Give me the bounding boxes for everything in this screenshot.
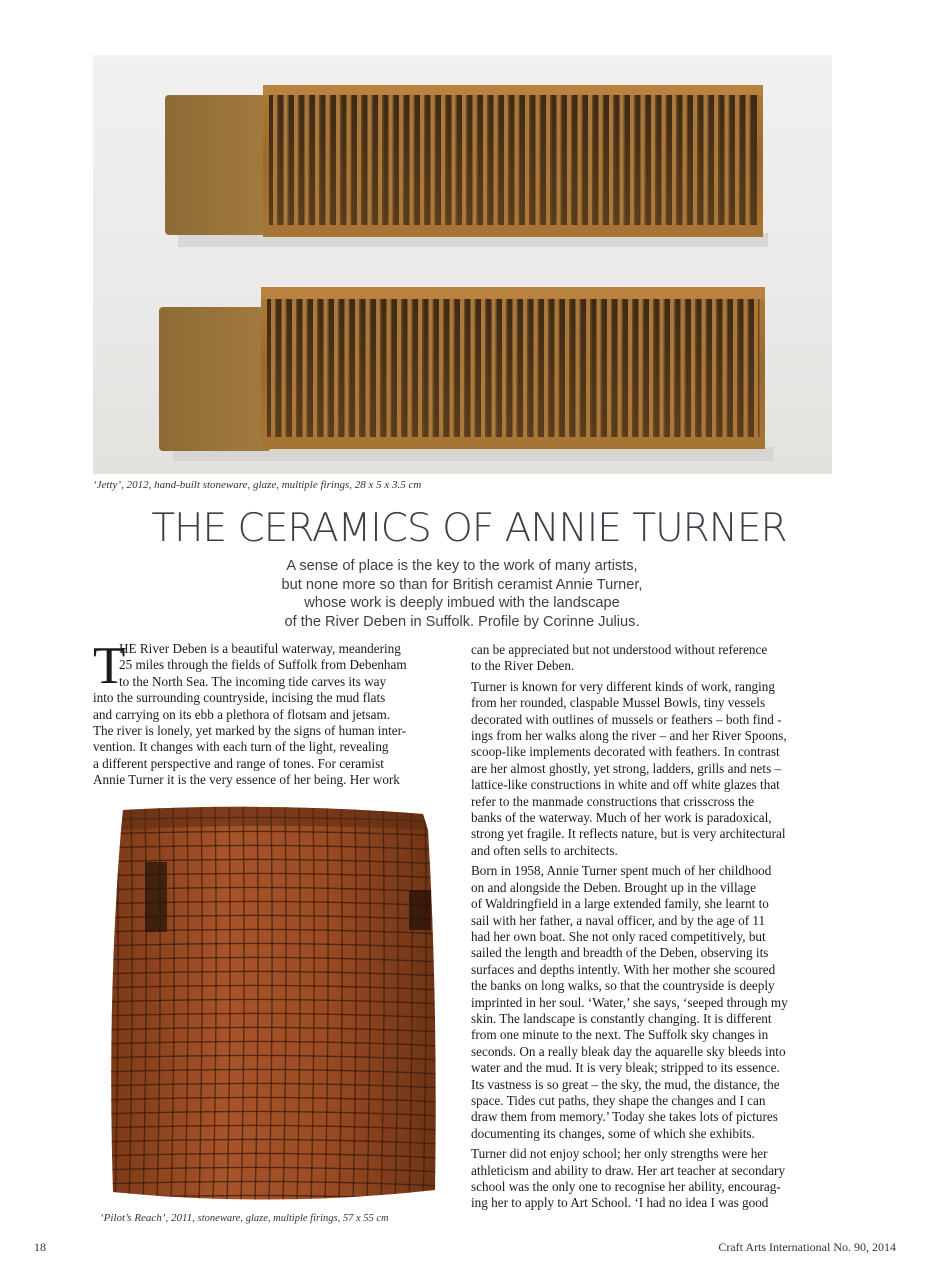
- text-line: school was the only one to recognise her ability, encourag-: [471, 1179, 781, 1194]
- jetty-caption: ‘Jetty’, 2012, hand-built stoneware, glaze, multiple firings, 28 x 5 x 3.5 cm: [93, 479, 422, 491]
- text-line: of Waldringfield in a large extended family, she learnt to: [471, 896, 769, 912]
- text-line: to the North Sea. The incoming tide carves its way: [119, 673, 387, 689]
- text-line: Born in 1958, Annie Turner spent much of her childhood: [471, 863, 772, 879]
- text-line: from one minute to the next. The Suffolk sky changes in: [471, 1027, 769, 1043]
- text-line: Annie Turner it is the very essence of her being. Her work: [93, 772, 400, 788]
- jetty-upper-end-block: [165, 95, 273, 235]
- text-line: draw them from memory.’ Today she takes lots of pictures: [471, 1109, 778, 1125]
- text-line: decorated with outlines of mussels or feathers – both find -: [471, 711, 782, 727]
- right-column-text: [471, 642, 833, 1212]
- text-line: water and the mud. It is very bleak; stripped to its essence.: [471, 1060, 780, 1076]
- text-line: seconds. On a really bleak day the aquarelle sky bleeds into: [471, 1043, 786, 1059]
- standfirst-line: of the River Deben in Suffolk. Profile by Corinne Julius.: [284, 613, 640, 630]
- text-line: The river is lonely, yet marked by the signs of human inter-: [93, 723, 407, 739]
- text-line: lattice-like constructions in white and off white glazes that: [471, 777, 780, 793]
- article-title: THE CERAMICS OF ANNIE TURNER: [151, 506, 787, 551]
- standfirst-line: A sense of place is the key to the work of many artists,: [286, 558, 638, 574]
- text-line: imprinted in her soul. ‘Water,’ she says, ‘seeped through my: [471, 994, 788, 1010]
- text-line: 25 miles through the fields of Suffolk from Debenham: [119, 657, 407, 673]
- text-line: sailed the length and breadth of the Deben, observing its: [471, 945, 769, 961]
- text-line: refer to the manmade constructions that crisscross the: [471, 793, 755, 809]
- jetty-photo: [93, 55, 832, 474]
- jetty-sculpture-image: [93, 55, 832, 474]
- text-line: strong yet fragile. It reflects nature, but is very architectural: [471, 826, 786, 842]
- publication-info: Craft Arts International No. 90, 2014: [718, 1240, 896, 1254]
- text-line: and carrying on its ebb a plethora of flotsam and jetsam.: [93, 706, 390, 722]
- text-line: vention. It changes with each turn of the light, revealing: [93, 739, 389, 755]
- standfirst-line: but none more so than for British ceramist Annie Turner,: [281, 576, 643, 593]
- text-line: had her own boat. She not only raced competitively, but: [471, 928, 766, 944]
- text-line: the banks on long walks, so that the countryside is deeply: [471, 978, 775, 994]
- standfirst: [240, 557, 684, 631]
- text-line: ings from her walks along the river – and her River Spoons,: [471, 728, 787, 744]
- standfirst-line: whose work is deeply imbued with the landscape: [304, 595, 620, 612]
- drop-cap: T: [93, 637, 126, 695]
- text-line: a different perspective and range of tones. For ceramist: [93, 755, 384, 771]
- text-line: HE River Deben is a beautiful waterway, meandering: [119, 641, 401, 656]
- caption-title: ‘Pilot’s Reach’, 2011,: [100, 1212, 195, 1224]
- text-line: athleticism and ability to draw. Her art teacher at secondary: [471, 1162, 786, 1178]
- text-line: Turner is known for very different kinds of work, ranging: [471, 678, 775, 694]
- text-line: to the River Deben.: [471, 658, 575, 674]
- text-line: from her rounded, claspable Mussel Bowls, tiny vessels: [471, 695, 766, 711]
- page-number: 18: [34, 1240, 46, 1254]
- text-line: and often sells to architects.: [471, 842, 618, 858]
- pilots-reach-photo: [93, 800, 455, 1205]
- left-column-text: [93, 637, 455, 789]
- text-line: on and alongside the Deben. Brought up in the village: [471, 879, 756, 895]
- caption-details: stoneware, glaze, multiple firings, 57 x 55 cm: [197, 1213, 389, 1224]
- text-line: Its vastness is so great – the sky, the mud, the distance, the: [471, 1076, 780, 1092]
- text-line: surfaces and depths intently. With her mother she scoured: [471, 961, 776, 977]
- text-line: Turner did not enjoy school; her only strengths were her: [471, 1146, 768, 1162]
- pilots-reach-caption: [100, 1212, 389, 1224]
- text-line: sail with her father, a naval officer, and by the age of 11: [471, 912, 766, 928]
- text-line: documenting its changes, some of which she exhibits.: [471, 1125, 755, 1141]
- text-line: space. Tides cut paths, they shape the changes and I can: [471, 1092, 766, 1108]
- jetty-lower-end-block: [159, 307, 271, 451]
- text-line: can be appreciated but not understood without reference: [471, 642, 768, 657]
- text-line: skin. The landscape is constantly changing. It is different: [471, 1010, 772, 1026]
- text-line: scoop-like implements decorated with feathers. In contrast: [471, 744, 780, 760]
- text-line: into the surrounding countryside, incising the mud flats: [93, 690, 386, 706]
- text-line: are her almost ghostly, yet strong, ladders, grills and nets –: [471, 760, 782, 776]
- text-line: banks of the waterway. Much of her work is paradoxical,: [471, 810, 772, 826]
- text-line: ing her to apply to Art School. ‘I had no idea I was good: [471, 1195, 769, 1211]
- pilots-reach-vessel-image: [93, 800, 455, 1205]
